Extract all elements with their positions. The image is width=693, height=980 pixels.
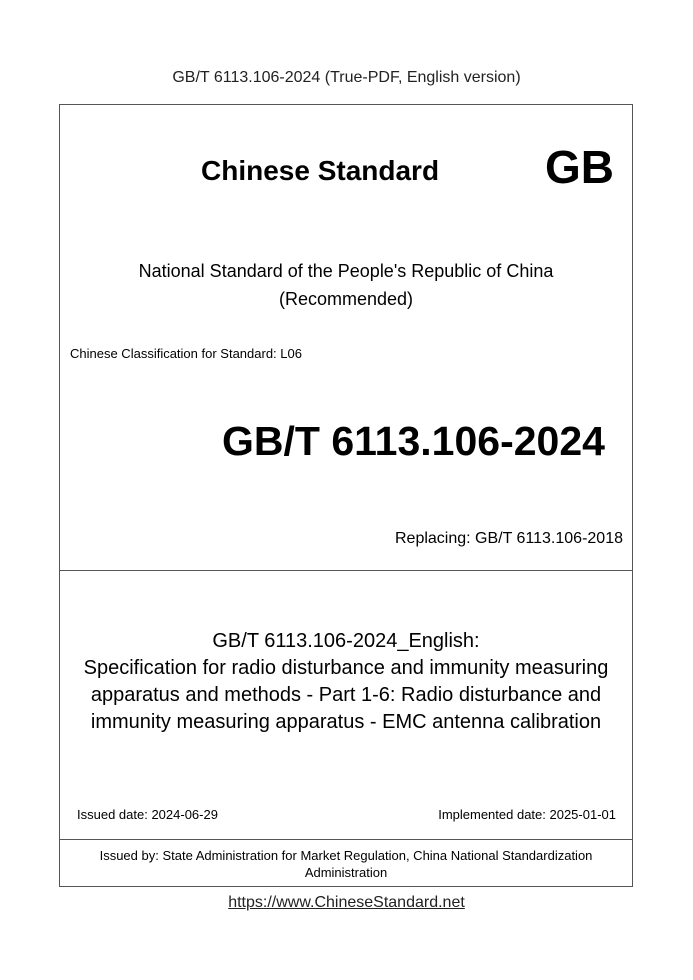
issued-date: Issued date: 2024-06-29 (77, 807, 218, 822)
brand-code: GB (545, 141, 614, 193)
standard-number: GB/T 6113.106-2024 (222, 418, 605, 464)
issuer-text (59, 847, 633, 881)
english-title-line: immunity measuring apparatus - EMC antenna calibration (90, 711, 602, 733)
national-standard-title (59, 257, 633, 313)
english-title-line: apparatus and methods - Part 1-6: Radio disturbance and (90, 684, 602, 706)
section-divider (59, 570, 633, 571)
national-title-line: National Standard of the People's Republic of China (138, 261, 554, 281)
issuer-line: Administration (304, 865, 388, 880)
recommended-label: (Recommended) (278, 289, 414, 309)
implemented-date: Implemented date: 2025-01-01 (438, 807, 616, 822)
classification-text: Chinese Classification for Standard: L06 (70, 346, 302, 361)
page-header: GB/T 6113.106-2024 (True-PDF, English version) (172, 69, 521, 86)
english-title-line: GB/T 6113.106-2024_English: (212, 630, 480, 652)
brand-title: Chinese Standard (201, 155, 440, 186)
issuer-line: Issued by: State Administration for Market Regulation, China National Standardization (99, 848, 593, 863)
issuer-divider (59, 839, 633, 840)
english-title (59, 628, 633, 736)
cover-frame (59, 104, 633, 887)
website-link[interactable]: https://www.ChineseStandard.net (228, 894, 465, 911)
replacing-text: Replacing: GB/T 6113.106-2018 (394, 530, 623, 547)
english-title-line: Specification for radio disturbance and immunity measuring (83, 657, 609, 679)
